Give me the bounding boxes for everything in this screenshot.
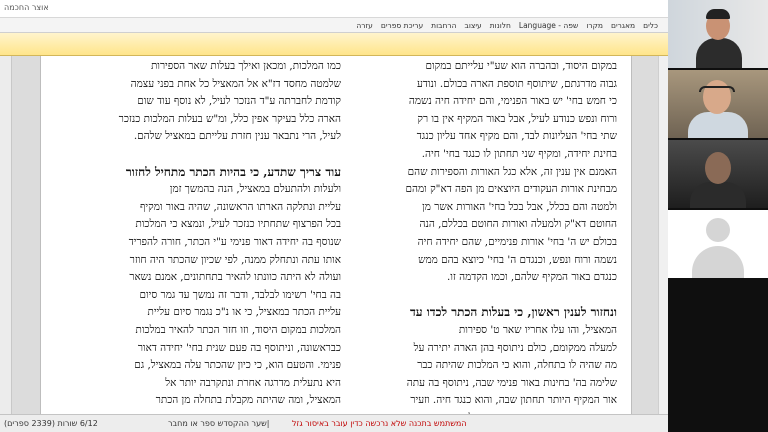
document-viewer (0, 56, 668, 414)
video-participants-panel (668, 0, 768, 432)
toolbar (0, 33, 668, 56)
status-warning: המשתמש בתכנה שלא נרכשה כדין עובר באיסור גזל (292, 419, 467, 428)
text-line: במקום היסוד, ובהברה הוא שע"י עלייתם במקום (425, 60, 617, 72)
text-line: נשמה ורוח ונפש, וכנגדם ה' בחי' כיוצא בהם ממש (418, 253, 617, 266)
menu-item-1[interactable]: מאגרים (611, 20, 636, 30)
participant-tile-2[interactable] (668, 70, 768, 138)
menu-item-8[interactable]: עזרה (356, 20, 373, 30)
text-line: היא נתעלית מדרגה אחרת ונתקרבה יותר אל (165, 376, 341, 389)
text-line: עליית הכתר במאציל, כי או נ"כ נגמר סיום עליית (147, 306, 341, 319)
text-line: מה שהיה לו בתחלה, והוא כי המלכות שהיתה כבר (417, 359, 617, 372)
text-line: מבחינת אורות העקודים היוצאים מן הפה דא"ק ומהם (405, 183, 617, 196)
vertical-scrollbar[interactable] (658, 56, 668, 414)
text-line: כמו המלכות, ומכאן ואילך בעלות שאר הספירות (150, 60, 341, 72)
text-line: כי חמש בחי' יש באור הפנימי, והם יחידה חיה נשמה (408, 95, 617, 108)
text-line: לעיל, הרי נתבאר ענין חזרת עלייתם במאציל שלהם. (133, 130, 341, 143)
text-line: שלמטה מחסד דז"א אל המאציל כל אחת בפני עצמה (130, 77, 341, 90)
text-line: הארה כלל בעיקר אפין כלל, ומ"ש בעלות המלכות כנזכר (118, 112, 341, 125)
text-line: בכל הפרצוף שתחתיו כנזכר לעיל, ונמצא כי המלכות (135, 218, 341, 231)
text-line: למעלה ממקומם, כולם ניתוסף בהן הארה יתירה על (413, 341, 617, 354)
menu-bar (0, 18, 668, 33)
menu-item-7[interactable]: עריכת ספרים (380, 20, 424, 30)
menu-item-3[interactable]: Language - שפה (518, 20, 579, 30)
menu-item-5[interactable]: עיצוב (464, 20, 482, 30)
text-line: אור המקיף היותר תחתון שבה, והוא כנגד חיה. וזעיר (410, 394, 617, 407)
avatar-icon (706, 218, 730, 242)
text-line: ורוח ונפש כנודע לעיל, אבל באור המקיף אין בו רק (417, 112, 617, 125)
text-line: שתי בחי' העליונות לבד, והם מקיף אחד עליון כנגד (416, 130, 617, 143)
participant-tile-3[interactable] (668, 140, 768, 208)
text-line: ולעלות ולהתעלם במאציל, הנה בהמשך זמן (169, 183, 341, 196)
text-line: המלכות במקום היסוד, וזו חזר הכתר להאיר במלכות (135, 323, 341, 336)
status-bar (0, 414, 668, 432)
text-line: בה בחי' רשימו לבלבד, ודבר זה נמשך עד גמר סיום (139, 288, 341, 301)
text-line: כבראשונה, וניתוסף בה פעם שנית בחי' יחידה דאור (137, 341, 341, 354)
menu-item-0[interactable]: כלים (643, 20, 658, 30)
menu-item-4[interactable]: חלונות (489, 20, 511, 30)
text-line: עוד צריך שתדע, כי בהיות הכתר מתחיל לחזור (125, 164, 341, 179)
text-line: פנימי. והטעם הוא, כי כיון שהכתר עלה במאציל, גם (134, 359, 341, 372)
text-line: גבוה מדרגתם, שיתוסף תוספת הארה בכולם. ונודע (416, 77, 617, 90)
menu-item-6[interactable]: הרחבות (431, 20, 457, 30)
text-line: האמנם אין ענין זה, אלא כגל האורות והספירות שהם (407, 165, 617, 178)
text-line: החוטם דא"ק ולמעלה ואורות החוטם בכללם, הנה (419, 218, 617, 231)
text-line: אותו עתה ונתחלק ממנה, לפי שכיון שהכתר היה חוזר (129, 253, 341, 266)
status-count: 6/12 שורות (2339 ספרים) (4, 419, 98, 428)
left-gutter (0, 56, 12, 414)
text-line (339, 287, 617, 305)
window-title: אוצר החכמה (4, 3, 49, 12)
participant-tile-4[interactable] (668, 210, 768, 278)
text-line: עליית ונתלקה הארתו הראשונה, שהיה באור ומקיף (140, 200, 341, 213)
search-hint[interactable]: |שער ההקסדש ספר או מחבר (168, 419, 270, 428)
text-line (63, 146, 341, 164)
text-line: בכולם יש ה' בחי' אורות פנימיים, שהם יחידה חיה (417, 235, 617, 248)
text-line: המאציל, והו עלו אחריו שאר ט' ספירות (458, 323, 617, 336)
text-line: ולמטה והם בכלל, אבל בכל בחי' האורות אשר מן (422, 200, 617, 213)
document-page (40, 56, 632, 414)
text-line: ונחזור לענין ראשון, כי בעלות הכתר לכדו עד (410, 305, 617, 320)
text-line: בחינת יחידה, ומקיף שני תחתון לו כנגד בחי' חיה. (421, 147, 617, 160)
text-column-left (63, 58, 341, 410)
text-line: המאציל, ומה שהיתה מקבלת בתחלה מן הכתר (155, 394, 341, 407)
text-line: ועולה לא היתה כוונתו להאיר בתחתונים, אמנם נשאר (129, 271, 341, 284)
text-line: שלימה בה' בחינות באור פנימי שבה, ניתוסף בה עתה (406, 376, 617, 389)
participant-tile-1[interactable] (668, 0, 768, 68)
menu-item-2[interactable]: מקרו (586, 20, 604, 30)
text-column-right (339, 58, 617, 427)
text-line: כנגדם באור המקיף שלהם, וכמו הקדמה זו. (446, 271, 617, 284)
text-line: קודמת לחברתה ע"ד הנזכר לעיל, לא נוסף עוד שום (137, 95, 341, 108)
text-line: שנוסף בה יחידה דאור פנימי ע"י הכתר, חורה להפריד (128, 235, 341, 248)
title-bar (0, 0, 668, 18)
